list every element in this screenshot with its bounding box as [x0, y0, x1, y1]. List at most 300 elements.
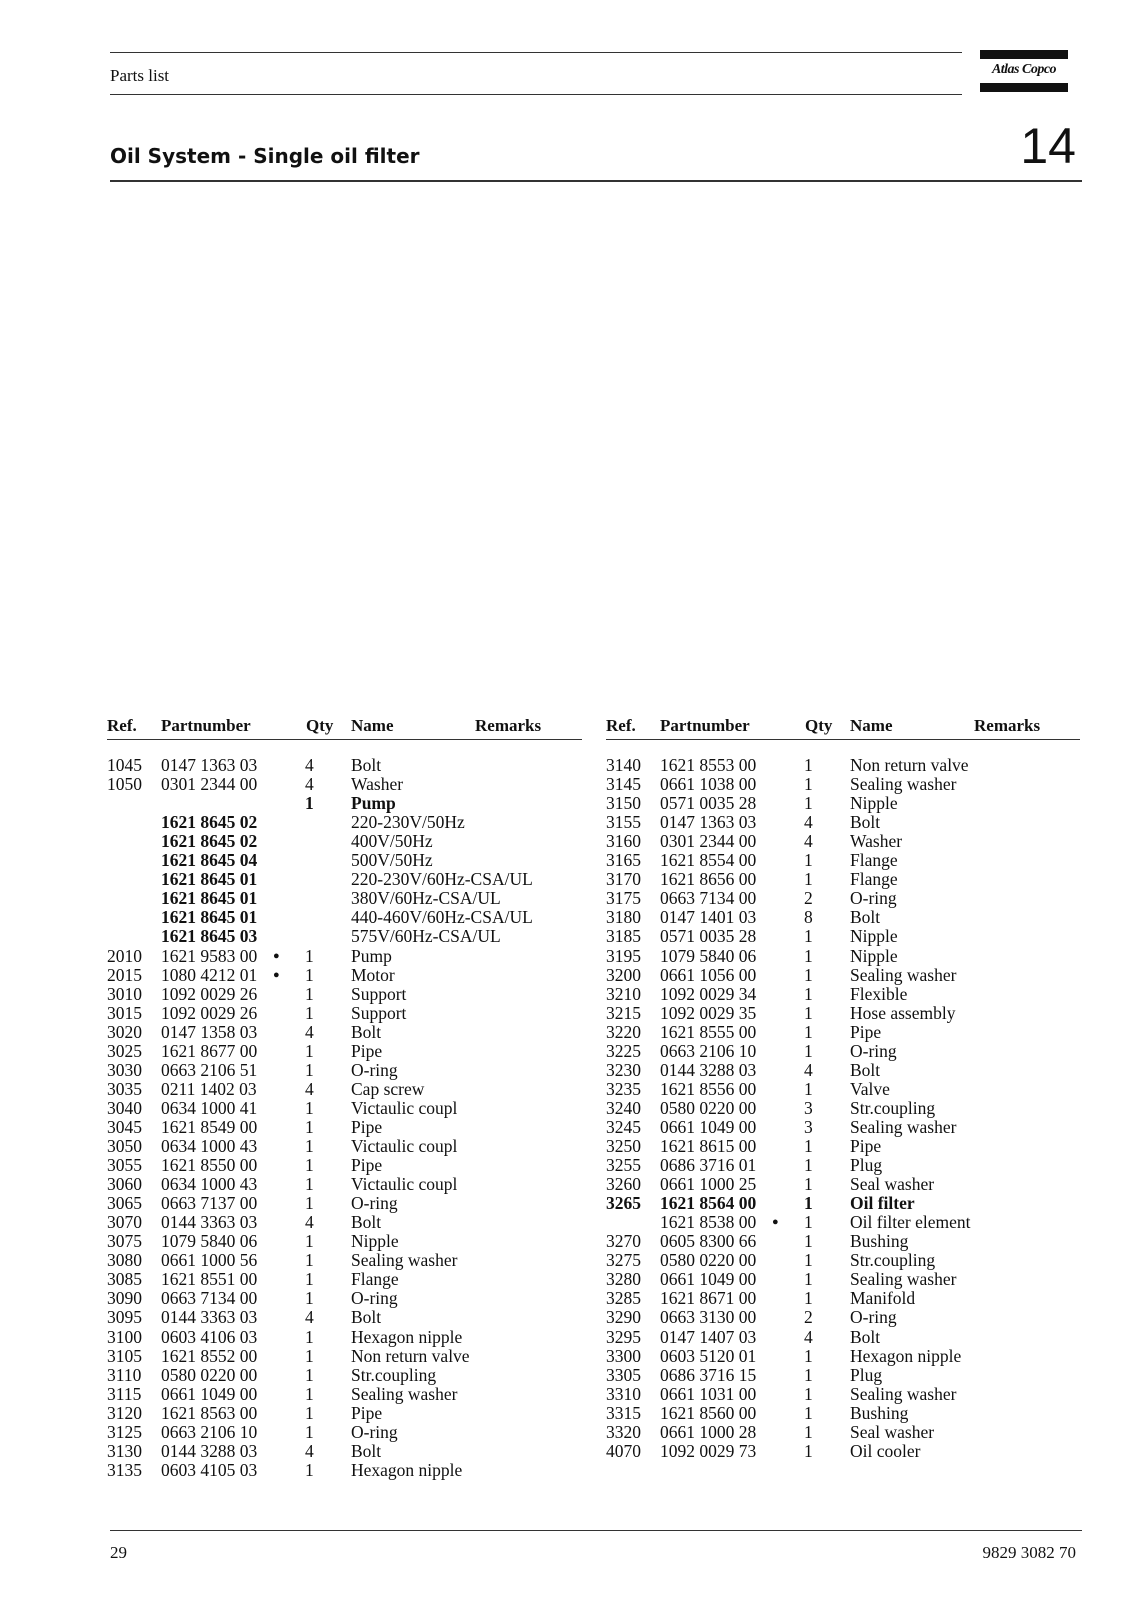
ref-cell: 3255: [606, 1155, 641, 1176]
ref-cell: 3050: [107, 1136, 142, 1156]
name-cell: O-ring: [850, 1040, 897, 1061]
part-number-cell: 0661 1056 00: [660, 964, 757, 985]
part-number-cell: 0634 1000 41: [161, 1097, 258, 1118]
part-number-cell: 1621 8556 00: [660, 1078, 757, 1099]
ref-cell: 3225: [606, 1040, 641, 1061]
name-cell: 575V/60Hz-CSA/UL: [351, 926, 501, 947]
qty-cell: 1: [804, 1364, 813, 1385]
name-cell: Washer: [850, 831, 903, 852]
qty-cell: 1: [305, 983, 314, 1004]
qty-cell: 1: [804, 1421, 813, 1442]
qty-cell: 1: [804, 1040, 813, 1061]
ref-cell: 3260: [606, 1174, 641, 1195]
qty-cell: 1: [804, 1212, 813, 1233]
ref-cell: 3110: [107, 1364, 142, 1385]
part-number-cell: 1621 8560 00: [660, 1402, 757, 1423]
part-number-cell: 1621 9583 00: [161, 945, 258, 966]
section-label: Parts list: [110, 66, 170, 85]
ref-cell: 3175: [606, 888, 641, 909]
part-number-cell: 1621 8656 00: [660, 869, 757, 890]
part-number-cell: 1092 0029 34: [660, 983, 757, 1004]
part-number-cell: 1079 5840 06: [660, 945, 757, 966]
ref-cell: 3285: [606, 1288, 641, 1309]
name-cell: Flange: [850, 869, 898, 890]
qty-cell: 1: [305, 1116, 314, 1137]
part-number-cell: 1621 8615 00: [660, 1136, 757, 1156]
part-number-cell: 0603 5120 01: [660, 1345, 757, 1366]
part-number-cell: 0603 4105 03: [161, 1459, 258, 1480]
ref-cell: 3280: [606, 1269, 641, 1290]
qty-cell: 1: [305, 793, 314, 814]
ref-cell: 2015: [107, 964, 142, 985]
ref-cell: 3250: [606, 1136, 641, 1156]
col-header-part-number: Partnumber: [660, 716, 750, 735]
qty-cell: 1: [305, 1193, 314, 1214]
name-cell: Bolt: [351, 1212, 382, 1233]
part-number-cell: 0663 7137 00: [161, 1193, 258, 1214]
part-number-cell: 0661 1000 56: [161, 1250, 258, 1271]
qty-cell: 4: [804, 1326, 813, 1347]
name-cell: Bolt: [351, 755, 382, 775]
name-cell: Sealing washer: [850, 1383, 957, 1404]
name-cell: Pipe: [351, 1402, 383, 1423]
ref-cell: 3145: [606, 774, 641, 795]
marker-icon: ●: [273, 949, 280, 962]
name-cell: 220-230V/50Hz: [351, 812, 465, 833]
part-number-cell: 0663 7134 00: [161, 1288, 258, 1309]
qty-cell: 1: [804, 1002, 813, 1023]
part-number-cell: 0147 1401 03: [660, 907, 757, 928]
part-number-cell: 0571 0035 28: [660, 793, 757, 814]
qty-cell: 1: [305, 945, 314, 966]
ref-cell: 3210: [606, 983, 641, 1004]
name-cell: Plug: [850, 1155, 883, 1176]
ref-cell: 3180: [606, 907, 641, 928]
qty-cell: 1: [804, 1383, 813, 1404]
ref-cell: 3025: [107, 1040, 142, 1061]
qty-cell: 1: [305, 1040, 314, 1061]
part-number-cell: 0634 1000 43: [161, 1174, 258, 1195]
name-cell: O-ring: [351, 1193, 398, 1214]
ref-cell: 3235: [606, 1078, 641, 1099]
name-cell: Sealing washer: [351, 1383, 458, 1404]
qty-cell: 1: [305, 1136, 314, 1156]
qty-cell: 1: [804, 1021, 813, 1042]
name-cell: Flexible: [850, 983, 908, 1004]
part-number-cell: 0147 1358 03: [161, 1021, 258, 1042]
qty-cell: 1: [305, 1364, 314, 1385]
name-cell: Victaulic coupl: [351, 1174, 458, 1195]
ref-cell: 3310: [606, 1383, 641, 1404]
part-number-cell: 1621 8563 00: [161, 1402, 258, 1423]
ref-cell: 3265: [606, 1193, 641, 1214]
ref-cell: 3015: [107, 1002, 142, 1023]
name-cell: Bolt: [351, 1021, 382, 1042]
col-header-remarks: Remarks: [974, 716, 1041, 735]
qty-cell: 1: [305, 1174, 314, 1195]
name-cell: Sealing washer: [351, 1250, 458, 1271]
part-number-cell: 1621 8677 00: [161, 1040, 258, 1061]
qty-cell: 1: [804, 1193, 813, 1214]
name-cell: O-ring: [351, 1421, 398, 1442]
name-cell: Manifold: [850, 1288, 916, 1309]
name-cell: Bushing: [850, 1402, 909, 1423]
name-cell: Pipe: [351, 1155, 383, 1176]
table-header-rule: [606, 739, 1080, 740]
name-cell: Str.coupling: [850, 1097, 936, 1118]
name-cell: O-ring: [351, 1288, 398, 1309]
ref-cell: 3305: [606, 1364, 641, 1385]
name-cell: Hose assembly: [850, 1002, 956, 1023]
qty-cell: 1: [305, 1421, 314, 1442]
qty-cell: 1: [305, 1402, 314, 1423]
part-number-cell: 0686 3716 15: [660, 1364, 757, 1385]
name-cell: Hexagon nipple: [351, 1326, 463, 1347]
name-cell: Bolt: [850, 1059, 881, 1080]
part-number-cell: 1621 8645 02: [161, 831, 258, 852]
part-number-cell: 0663 2106 10: [660, 1040, 757, 1061]
part-number-cell: 1621 8564 00: [660, 1193, 757, 1214]
name-cell: 400V/50Hz: [351, 831, 433, 852]
name-cell: Flange: [850, 850, 898, 871]
name-cell: Str.coupling: [850, 1250, 936, 1271]
table-header-rule: [107, 739, 582, 740]
qty-cell: 1: [804, 850, 813, 871]
qty-cell: 2: [804, 1307, 813, 1328]
part-number-cell: 1621 8645 04: [161, 850, 258, 871]
name-cell: Str.coupling: [351, 1364, 437, 1385]
ref-cell: 3075: [107, 1231, 142, 1252]
qty-cell: 1: [305, 1345, 314, 1366]
qty-cell: 1: [305, 964, 314, 985]
qty-cell: 3: [804, 1116, 813, 1137]
ref-cell: 3135: [107, 1459, 142, 1480]
logo-text: Atlas Copco: [991, 62, 1057, 77]
qty-cell: 1: [804, 983, 813, 1004]
name-cell: Victaulic coupl: [351, 1097, 458, 1118]
ref-cell: 3165: [606, 850, 641, 871]
name-cell: Bolt: [351, 1440, 382, 1461]
qty-cell: 1: [804, 1155, 813, 1176]
ref-cell: 3125: [107, 1421, 142, 1442]
ref-cell: 3320: [606, 1421, 641, 1442]
name-cell: Pipe: [351, 1116, 383, 1137]
ref-cell: 3060: [107, 1174, 142, 1195]
part-number-cell: 1092 0029 73: [660, 1440, 757, 1461]
part-number-cell: 0301 2344 00: [660, 831, 757, 852]
part-number-cell: 0580 0220 00: [660, 1250, 757, 1271]
qty-cell: 1: [305, 1269, 314, 1290]
name-cell: Nipple: [351, 1231, 399, 1252]
name-cell: Hexagon nipple: [850, 1345, 962, 1366]
part-number-cell: 0661 1038 00: [660, 774, 757, 795]
qty-cell: 8: [804, 907, 813, 928]
ref-cell: 3105: [107, 1345, 142, 1366]
brand-logo: [980, 50, 1068, 92]
name-cell: 440-460V/60Hz-CSA/UL: [351, 907, 533, 928]
ref-cell: 4070: [606, 1440, 641, 1461]
col-header-name: Name: [351, 716, 394, 735]
part-number-cell: 0663 7134 00: [660, 888, 757, 909]
title-rule: [110, 180, 1082, 182]
qty-cell: 1: [305, 1250, 314, 1271]
part-number-cell: 0211 1402 03: [161, 1078, 257, 1099]
qty-cell: 1: [804, 1345, 813, 1366]
page-number: 29: [110, 1543, 127, 1562]
ref-cell: 1050: [107, 774, 142, 795]
part-number-cell: 0663 2106 10: [161, 1421, 258, 1442]
name-cell: 220-230V/60Hz-CSA/UL: [351, 869, 533, 890]
qty-cell: 1: [305, 1459, 314, 1480]
col-header-part-number: Partnumber: [161, 716, 251, 735]
ref-cell: 3245: [606, 1116, 641, 1137]
part-number-cell: 0686 3716 01: [660, 1155, 757, 1176]
part-number-cell: 1080 4212 01: [161, 964, 258, 985]
name-cell: Pump: [351, 945, 392, 966]
part-number-cell: 0144 3288 03: [660, 1059, 757, 1080]
part-number-cell: 0661 1000 25: [660, 1174, 757, 1195]
qty-cell: 1: [804, 755, 813, 775]
part-number-cell: 1621 8550 00: [161, 1155, 258, 1176]
header-top-rule: [110, 52, 962, 53]
name-cell: Bolt: [850, 812, 881, 833]
qty-cell: 1: [804, 1078, 813, 1099]
qty-cell: 4: [804, 1059, 813, 1080]
part-number-cell: 1092 0029 26: [161, 1002, 258, 1023]
ref-cell: 3295: [606, 1326, 641, 1347]
name-cell: Cap screw: [351, 1078, 425, 1099]
part-number-cell: 0661 1049 00: [660, 1269, 757, 1290]
part-number-cell: 1079 5840 06: [161, 1231, 258, 1252]
ref-cell: 3315: [606, 1402, 641, 1423]
qty-cell: 1: [804, 964, 813, 985]
part-number-cell: 1621 8551 00: [161, 1269, 258, 1290]
qty-cell: 1: [804, 869, 813, 890]
name-cell: Nipple: [850, 793, 898, 814]
part-number-cell: 0634 1000 43: [161, 1136, 258, 1156]
name-cell: 500V/50Hz: [351, 850, 433, 871]
ref-cell: 3045: [107, 1116, 142, 1137]
ref-cell: 3055: [107, 1155, 142, 1176]
part-number-cell: 0301 2344 00: [161, 774, 258, 795]
ref-cell: 3095: [107, 1307, 142, 1328]
ref-cell: 3200: [606, 964, 641, 985]
name-cell: Sealing washer: [850, 1116, 957, 1137]
name-cell: Pipe: [850, 1136, 882, 1156]
ref-cell: 3120: [107, 1402, 142, 1423]
ref-cell: 3065: [107, 1193, 142, 1214]
ref-cell: 3155: [606, 812, 641, 833]
qty-cell: 1: [305, 1288, 314, 1309]
part-number-cell: 1621 8538 00: [660, 1212, 757, 1233]
qty-cell: 1: [804, 1269, 813, 1290]
name-cell: Bolt: [351, 1307, 382, 1328]
qty-cell: 1: [305, 1097, 314, 1118]
qty-cell: 1: [804, 1288, 813, 1309]
name-cell: Washer: [351, 774, 404, 795]
ref-cell: 3230: [606, 1059, 641, 1080]
part-number-cell: 1621 8645 01: [161, 888, 258, 909]
col-header-remarks: Remarks: [475, 716, 542, 735]
part-number-cell: 1621 8554 00: [660, 850, 757, 871]
ref-cell: 3020: [107, 1021, 142, 1042]
ref-cell: 3195: [606, 945, 641, 966]
document-number: 9829 3082 70: [982, 1543, 1076, 1562]
ref-cell: 3150: [606, 793, 641, 814]
name-cell: Oil cooler: [850, 1440, 921, 1461]
name-cell: Plug: [850, 1364, 883, 1385]
footer-rule: [110, 1530, 1082, 1531]
ref-cell: 3115: [107, 1383, 142, 1404]
header-bottom-rule: [110, 94, 962, 95]
part-number-cell: 0580 0220 00: [660, 1097, 757, 1118]
name-cell: Non return valve: [351, 1345, 470, 1366]
part-number-cell: 1621 8645 01: [161, 869, 258, 890]
qty-cell: 4: [305, 1307, 314, 1328]
part-number-cell: 1092 0029 26: [161, 983, 258, 1004]
ref-cell: 3215: [606, 1002, 641, 1023]
name-cell: Victaulic coupl: [351, 1136, 458, 1156]
ref-cell: 3185: [606, 926, 641, 947]
qty-cell: 1: [804, 793, 813, 814]
name-cell: Oil filter: [850, 1193, 915, 1214]
ref-cell: 3040: [107, 1097, 142, 1118]
qty-cell: 1: [305, 1231, 314, 1252]
part-number-cell: 0661 1031 00: [660, 1383, 757, 1404]
qty-cell: 1: [804, 1174, 813, 1195]
qty-cell: 1: [804, 1440, 813, 1461]
qty-cell: 1: [804, 1402, 813, 1423]
ref-cell: 3085: [107, 1269, 142, 1290]
name-cell: Valve: [850, 1078, 890, 1099]
name-cell: Bolt: [850, 907, 881, 928]
qty-cell: 1: [804, 1231, 813, 1252]
name-cell: Oil filter element: [850, 1212, 971, 1233]
part-number-cell: 0661 1049 00: [660, 1116, 757, 1137]
name-cell: Support: [351, 983, 407, 1004]
ref-cell: 3100: [107, 1326, 142, 1347]
name-cell: O-ring: [351, 1059, 398, 1080]
ref-cell: 3070: [107, 1212, 142, 1233]
part-number-cell: 1621 8645 03: [161, 926, 258, 947]
part-number-cell: 1621 8549 00: [161, 1116, 258, 1137]
qty-cell: 1: [804, 774, 813, 795]
name-cell: Sealing washer: [850, 774, 957, 795]
col-header-qty: Qty: [306, 716, 334, 735]
part-number-cell: 0147 1363 03: [161, 755, 258, 775]
ref-cell: 3080: [107, 1250, 142, 1271]
ref-cell: 2010: [107, 945, 142, 966]
col-header-ref: Ref.: [107, 716, 137, 735]
ref-cell: 3010: [107, 983, 142, 1004]
name-cell: Motor: [351, 964, 395, 985]
col-header-ref: Ref.: [606, 716, 636, 735]
page-title: Oil System - Single oil filter: [110, 144, 420, 168]
ref-cell: 1045: [107, 755, 142, 775]
name-cell: Seal washer: [850, 1421, 935, 1442]
ref-cell: 3270: [606, 1231, 641, 1252]
name-cell: Sealing washer: [850, 1269, 957, 1290]
part-number-cell: 1621 8645 02: [161, 812, 258, 833]
part-number-cell: 0144 3363 03: [161, 1307, 258, 1328]
qty-cell: 4: [305, 1078, 314, 1099]
qty-cell: 1: [804, 1250, 813, 1271]
marker-icon: ●: [273, 968, 280, 981]
name-cell: O-ring: [850, 1307, 897, 1328]
qty-cell: 1: [804, 926, 813, 947]
name-cell: Seal washer: [850, 1174, 935, 1195]
part-number-cell: 0144 3363 03: [161, 1212, 258, 1233]
ref-cell: 3130: [107, 1440, 142, 1461]
name-cell: Bushing: [850, 1231, 909, 1252]
ref-cell: 3035: [107, 1078, 142, 1099]
marker-icon: ●: [772, 1216, 779, 1229]
qty-cell: 4: [305, 1440, 314, 1461]
name-cell: Sealing washer: [850, 964, 957, 985]
qty-cell: 1: [305, 1155, 314, 1176]
name-cell: 380V/60Hz-CSA/UL: [351, 888, 501, 909]
ref-cell: 3160: [606, 831, 641, 852]
name-cell: Flange: [351, 1269, 399, 1290]
ref-cell: 3030: [107, 1059, 142, 1080]
qty-cell: 1: [804, 1136, 813, 1156]
name-cell: Non return valve: [850, 755, 969, 775]
qty-cell: 4: [305, 774, 314, 795]
qty-cell: 1: [305, 1383, 314, 1404]
qty-cell: 1: [305, 1326, 314, 1347]
qty-cell: 1: [305, 1059, 314, 1080]
col-header-name: Name: [850, 716, 893, 735]
col-header-qty: Qty: [805, 716, 833, 735]
part-number-cell: 0663 3130 00: [660, 1307, 757, 1328]
part-number-cell: 0144 3288 03: [161, 1440, 258, 1461]
ref-cell: 3240: [606, 1097, 641, 1118]
qty-cell: 1: [804, 945, 813, 966]
part-number-cell: 1621 8555 00: [660, 1021, 757, 1042]
name-cell: Support: [351, 1002, 407, 1023]
name-cell: Nipple: [850, 945, 898, 966]
part-number-cell: 0571 0035 28: [660, 926, 757, 947]
part-number-cell: 1621 8552 00: [161, 1345, 258, 1366]
part-number-cell: 0580 0220 00: [161, 1364, 258, 1385]
ref-cell: 3220: [606, 1021, 641, 1042]
chapter-number: 14: [1020, 118, 1076, 174]
name-cell: Bolt: [850, 1326, 881, 1347]
part-number-cell: 0663 2106 51: [161, 1059, 258, 1080]
qty-cell: 4: [305, 1021, 314, 1042]
part-number-cell: 0661 1049 00: [161, 1383, 258, 1404]
name-cell: Hexagon nipple: [351, 1459, 463, 1480]
part-number-cell: 0147 1363 03: [660, 812, 757, 833]
qty-cell: 4: [305, 1212, 314, 1233]
name-cell: Pump: [351, 793, 396, 814]
part-number-cell: 1621 8645 01: [161, 907, 258, 928]
part-number-cell: 1092 0029 35: [660, 1002, 757, 1023]
ref-cell: 3275: [606, 1250, 641, 1271]
name-cell: Pipe: [850, 1021, 882, 1042]
ref-cell: 3300: [606, 1345, 641, 1366]
qty-cell: 2: [804, 888, 813, 909]
ref-cell: 3170: [606, 869, 641, 890]
name-cell: Pipe: [351, 1040, 383, 1061]
name-cell: O-ring: [850, 888, 897, 909]
qty-cell: 4: [804, 812, 813, 833]
logo-bottom-bar: [980, 83, 1068, 92]
part-number-cell: 1621 8671 00: [660, 1288, 757, 1309]
part-number-cell: 0661 1000 28: [660, 1421, 757, 1442]
ref-cell: 3140: [606, 755, 641, 775]
ref-cell: 3090: [107, 1288, 142, 1309]
